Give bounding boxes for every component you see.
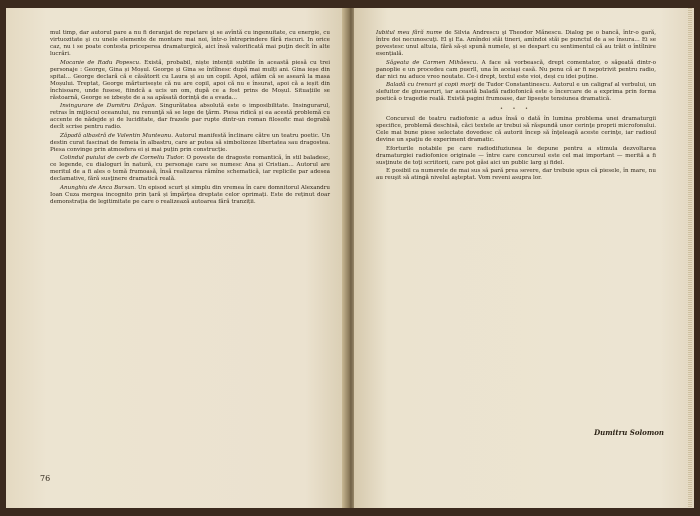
page-edge: [688, 8, 692, 508]
paragraph: Anunghiu de Anca Bursan. Un episod scurt și simplu din vremea în care domnitorul Alexandru Ioan Cuza mergea incognito prin țară și împărțea dreptate celor oprimați. Este de reținut doar demonstrația de legitimitate pe care o realizează autoarea fără tranziții.: [50, 184, 331, 205]
page-number: 76: [40, 474, 51, 483]
section-separator: • • •: [499, 106, 533, 113]
paragraph: Iubitul meu fără nume de Silvia Andrescu şi Theodor Mănescu. Dialog pe o bancă, într-o gară, între doi necunoscuţi. El şi Ea. Amîndoi stăi tineri, amîndoi stăi pe punctul de a se însura... Ei se povestesc unul altuia, fără să-și spună numele, și se despart cu sentimentul că au trăit o întîlnire esențială.: [376, 30, 656, 57]
paragraph: Săgeata de Carmen Mihăescu. A face să vorbească, drept comentator, o săgeată dintr-o panoplie e un procedeu cam puerll, una în aceiași casă. Nu penu că ar fi nepotrivit pentru radio, dar nici nu aduce vreo noutate. Ce-i drept, textul este vioi, deși cu idei puține.: [376, 59, 656, 80]
paragraph: Zăpadă albastră de Valentin Munteanu. Autorul manifestă înclinare către un teatru poetic. Un destin curat fascinat de femeia în albastru, care ar putea să simbolizeze libertatea sau dragostea. Piesa convinge prin atmosfera ei și mai puțin prin construcție.: [50, 132, 330, 153]
left-column: [50, 30, 330, 208]
paragraph: E posibil ca numerele de mai sus să pară prea severe, dar trebuie spus că piesele, în mare, nu au reuşit să atingă nivelul aşteptat. Vom reveni asupra lor.: [376, 168, 656, 182]
right-column: [376, 30, 656, 184]
book-spread: [6, 8, 694, 508]
paragraph: Colindul puiului de cerb de Corneliu Tudor. O poveste de dragoste romantică, în stil baladesc, ce legende, cu dialoguri în natură, cu personaje care se numesc Ana și Cristian... Autorul are meritul de a fi ales o temă frumoasă, însă realizarea rămîne schematică, iar replicile par adesea declamative, fără susţinere dramatică reală.: [50, 155, 330, 183]
paragraph: Concursul de teatru radiofonic a adus însă o dată în lumina problema unei dramaturgii specifice, problemă deschisă, căci textele ar trebui să răspundă unor cerinţe proprii microfonului. Cele mai bune piese selectate dovedesc că autorii încep să înţeleagă aceste cerinţe, iar radioul devine un spaţiu de experiment dramatic.: [376, 116, 656, 144]
paragraph: mul timp, dar autorul pare a nu fi deranjat de repetare şi se avîntă cu ingenuitate, cu energie, cu virtuozitate şi cu unele elemente de montare mai noi, într-o întreprindere fără riscuri. In orice caz, nu i se poate contesta priceperea dramaturgică, aici însă valorificată mai puţin decît în alte lucrări.: [50, 30, 330, 57]
paragraph: Eforturile notabile pe care radiodifuziunea le depune pentru a stimula dezvoltarea dramaturgiei radiofonice originale — între care concursul este cel mai important — merită a fi susţinute de toţi scriitorii, care pot găsi aici un public larg şi fidel.: [376, 145, 656, 166]
paragraph: Mocanie de Radu Popescu. Există, probabil, niște intenții subtile în această piesă cu trei personaje : George, Gina și Moșul. George și Gina se întîlnesc după mai mulți ani. Gina ieșe din spital... George declară că e căsătorit cu Laura și au un copil. Apoi, aflăm că se aseară la masa Moșului. Treptat, George mărturisește că nu are copil, apoi că nu e însurat, apoi că a ieșit din închisoare, unde fusese, fiindcă a ucis un om, după ce a fost prins de Moșul. Situațiile se răstoarnă, George se izbește de a sa apăsată dorință de a evada...: [50, 59, 331, 101]
author-signature: Dumitru Solomon: [594, 428, 664, 437]
paragraph: Insingurare de Dumitru Drăgan. Singurătatea absolută este o imposibilitate. Insingurarul, retras în mijlocul oceanului, nu renunţă să se lege de ţărm. Piesa ridică și ea acestă problemă cu accente de nădejde și de luciditate, dar frazele par rupte dintr-un roman filosofic mai degrabă decît scrise pentru radio.: [50, 103, 330, 131]
paragraph: Baladă cu trenuri şi copii morţi de Tudor Constantinescu. Autorul e un caligraf al verbului, un slefuitor de giuvaeruri, iar această baladă radiofonică este o încercare de a exprima prin forma poetică o tragedie reală. Există pagini frumoase, dar lipsește tensiunea dramatică.: [376, 82, 656, 103]
left-page: [6, 8, 346, 508]
right-page: [354, 8, 694, 508]
